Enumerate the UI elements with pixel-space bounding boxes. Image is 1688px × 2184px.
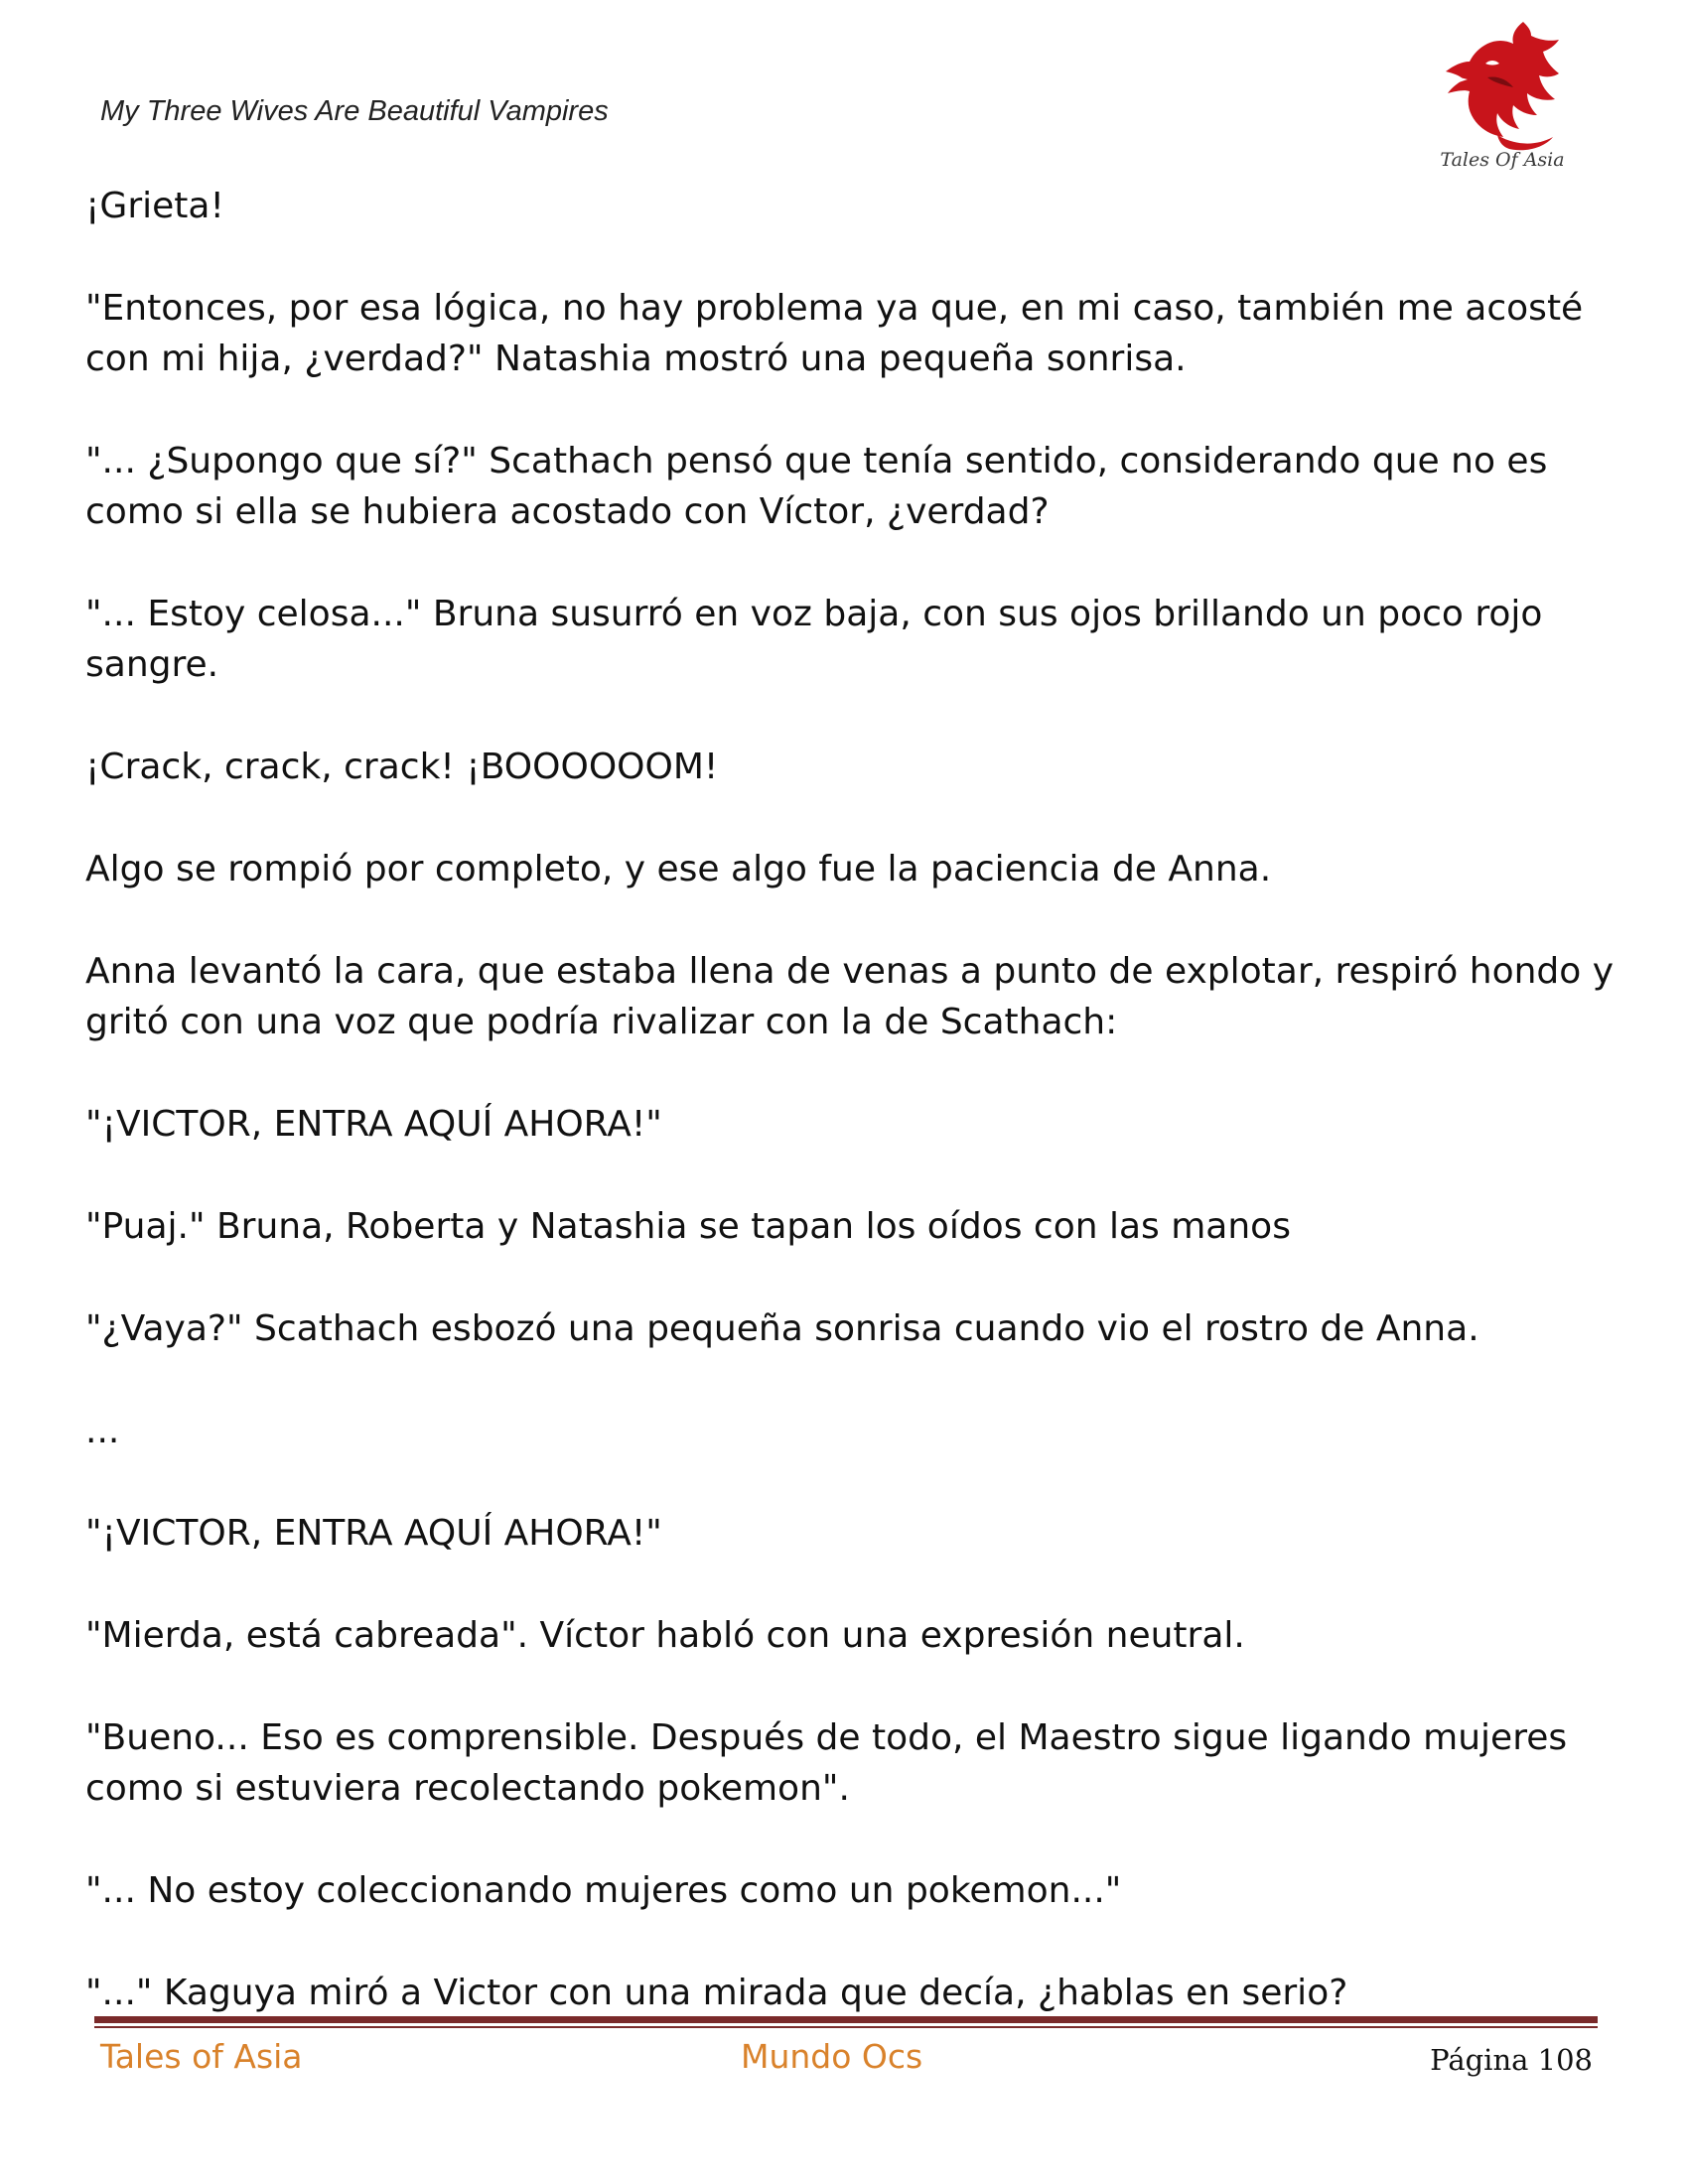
dragon-icon bbox=[1428, 18, 1577, 152]
paragraph: "¡VICTOR, ENTRA AQUÍ AHORA!" bbox=[85, 1104, 662, 1145]
paragraph: ¡Grieta! bbox=[85, 186, 224, 226]
page-number: Página 108 bbox=[1430, 2043, 1593, 2077]
paragraph: "... ¿Supongo que sí?" Scathach pensó que tenía sentido, considerando que no es como si ella se hubiera acostado con Víctor, ¿verdad? bbox=[85, 441, 1548, 532]
chapter-body bbox=[85, 181, 1615, 2070]
paragraph: "..." Kaguya miró a Victor con una mirada que decía, ¿hablas en serio? bbox=[85, 1973, 1348, 2013]
paragraph: "¿Vaya?" Scathach esbozó una pequeña sonrisa cuando vio el rostro de Anna. bbox=[85, 1308, 1479, 1349]
footer-site-name: Tales of Asia bbox=[100, 2037, 303, 2076]
paragraph: ¡Crack, crack, crack! ¡BOOOOOOM! bbox=[85, 747, 719, 787]
paragraph: Anna levantó la cara, que estaba llena de venas a punto de explotar, respiró hondo y gritó con una voz que podría rivalizar con la de Scathach: bbox=[85, 951, 1615, 1042]
paragraph: "... No estoy coleccionando mujeres como un pokemon..." bbox=[85, 1870, 1122, 1911]
paragraph: "Bueno... Eso es comprensible. Después de todo, el Maestro sigue ligando mujeres como si estuviera recolectando pokemon". bbox=[85, 1717, 1568, 1809]
paragraph: "Mierda, está cabreada". Víctor habló con una expresión neutral. bbox=[85, 1615, 1245, 1656]
paragraph: "¡VICTOR, ENTRA AQUÍ AHORA!" bbox=[85, 1513, 662, 1554]
tales-of-asia-logo bbox=[1428, 18, 1577, 179]
paragraph: ... bbox=[85, 1411, 120, 1451]
paragraph: "Entonces, por esa lógica, no hay problema ya que, en mi caso, también me acosté con mi hija, ¿verdad?" Natashia mostró una pequeña sonrisa. bbox=[85, 288, 1584, 379]
logo-text: Tales Of Asia bbox=[1440, 149, 1565, 171]
footer-divider bbox=[94, 2016, 1598, 2028]
book-title: My Three Wives Are Beautiful Vampires bbox=[100, 95, 609, 127]
paragraph: "... Estoy celosa..." Bruna susurró en voz baja, con sus ojos brillando un poco rojo sangre. bbox=[85, 594, 1543, 685]
paragraph: Algo se rompió por completo, y ese algo fue la paciencia de Anna. bbox=[85, 849, 1272, 889]
footer-section-name: Mundo Ocs bbox=[741, 2037, 923, 2076]
paragraph: "Puaj." Bruna, Roberta y Natashia se tapan los oídos con las manos bbox=[85, 1206, 1291, 1247]
